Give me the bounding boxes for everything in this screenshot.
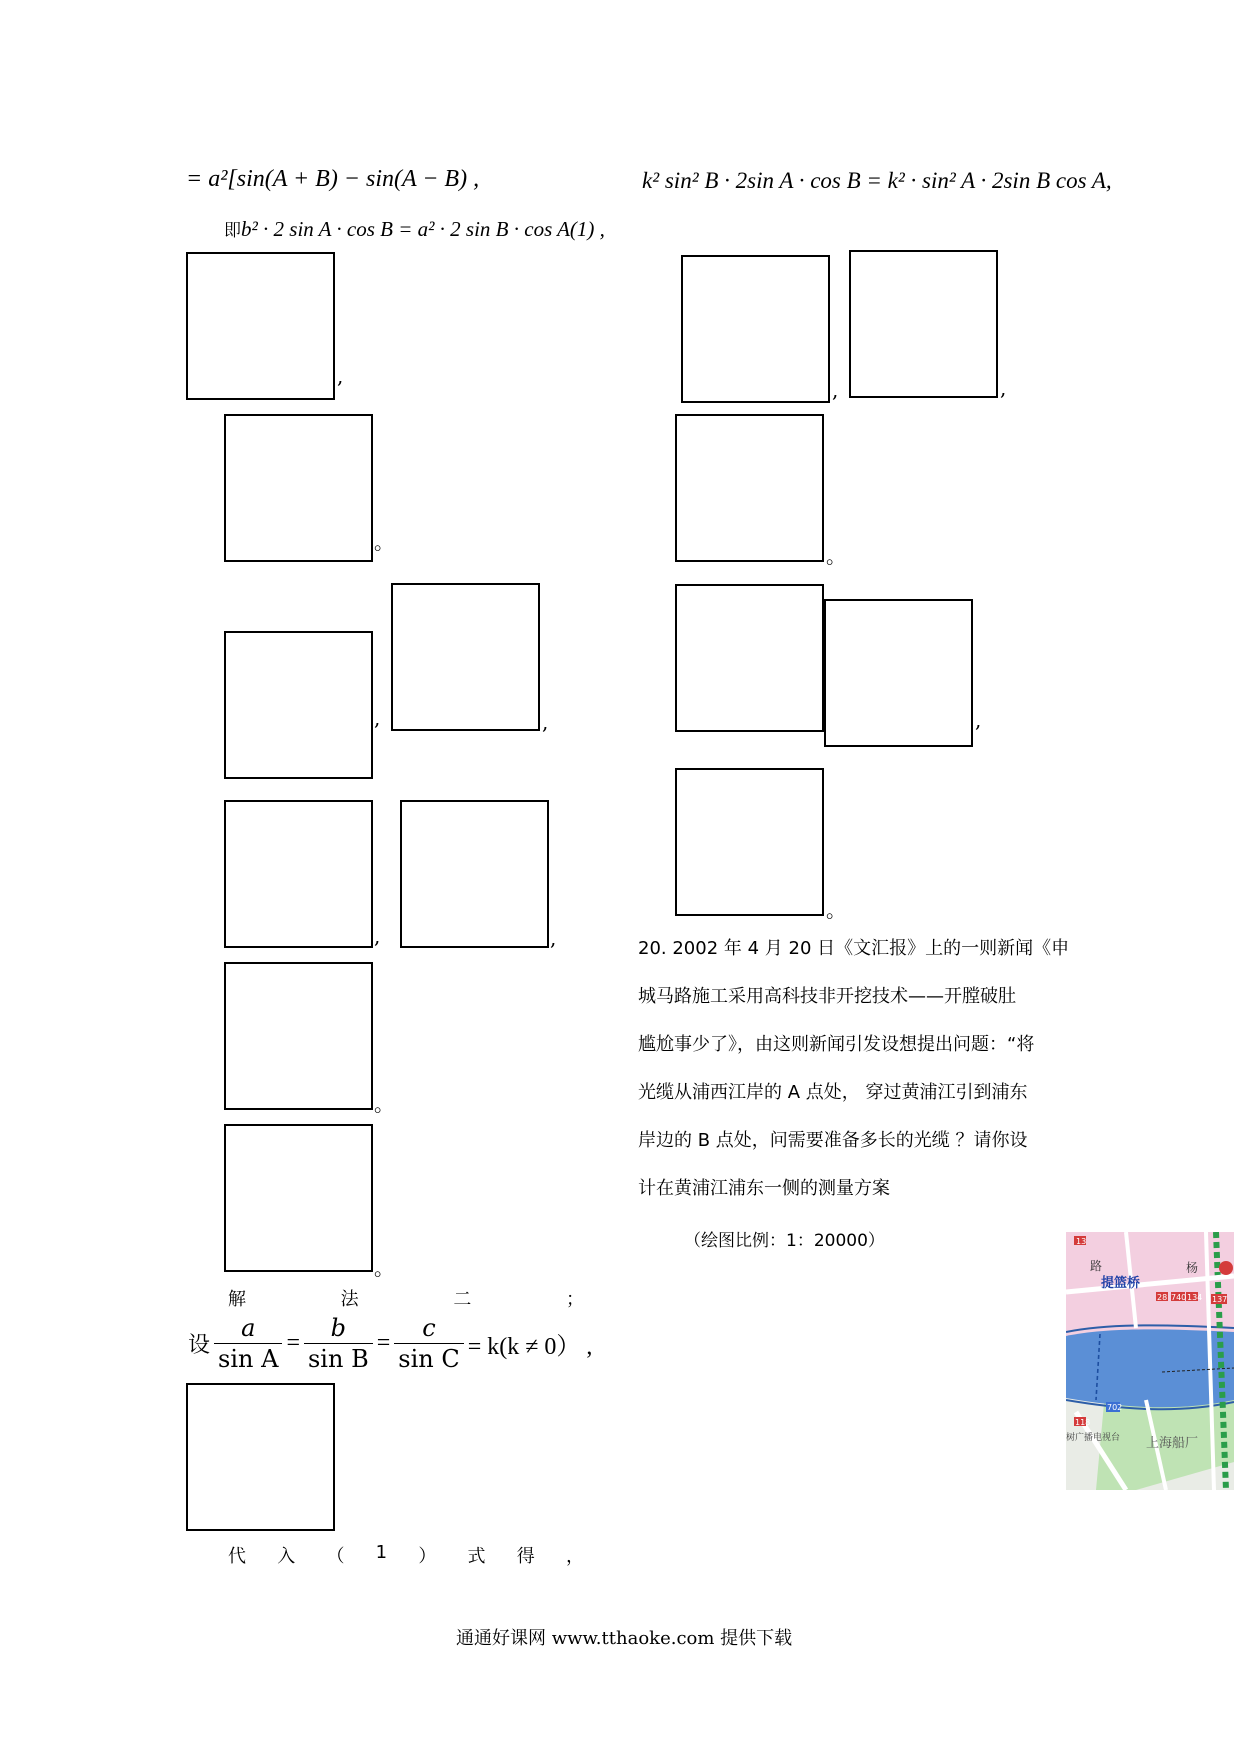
svg-text:118: 118 [1075, 1418, 1091, 1427]
svg-text:740: 740 [1171, 1293, 1187, 1302]
problem-line: 光缆从浦西江岸的 A 点处， 穿过黄浦江引到浦东 [638, 1082, 1028, 1103]
formula-image-placeholder [224, 800, 373, 948]
fraction-denominator: sin B [304, 1343, 373, 1373]
svg-text:13: 13 [1076, 1237, 1087, 1246]
svg-text:路: 路 [1090, 1259, 1103, 1273]
comma-mark: , [550, 926, 557, 950]
formula-image-placeholder [224, 414, 373, 562]
svg-text:提篮桥: 提篮桥 [1101, 1276, 1141, 1291]
fraction-numerator: a [241, 1314, 256, 1342]
comma-mark: , [975, 708, 982, 732]
equation-line-1: = a²[sin(A + B) − sin(A − B) , [186, 166, 480, 192]
period-mark: 。 [374, 1092, 394, 1116]
formula-image-placeholder [849, 250, 998, 398]
formula-image-placeholder [824, 599, 973, 747]
heading-char: 法 [340, 1289, 359, 1310]
fraction-c [394, 1314, 463, 1373]
substitute-char: 1 [375, 1542, 388, 1563]
problem-line: 20. 2002 年 4 月 20 日《文汇报》上的一则新闻《申 [638, 938, 1070, 959]
comma-mark: , [832, 378, 839, 402]
svg-text:上海船厂: 上海船厂 [1146, 1436, 1199, 1451]
map-graphic [1066, 1232, 1234, 1490]
formula-image-placeholder [675, 414, 824, 562]
svg-text:28: 28 [1157, 1293, 1168, 1302]
substitute-char: 式 [467, 1546, 486, 1567]
period-mark: 。 [826, 898, 846, 922]
substitute-line [228, 1542, 584, 1568]
line-2-formula: b² · 2 sin A · cos B = a² · 2 sin B · cos A(1) , [241, 217, 605, 241]
substitute-char: （ [326, 1546, 345, 1567]
fraction-b [304, 1314, 373, 1373]
river-map-image [1066, 1232, 1234, 1490]
comma-mark: , [337, 364, 344, 388]
heading-char: 解 [228, 1289, 246, 1310]
substitute-char: 代 [228, 1546, 246, 1567]
problem-line: 城马路施工采用高科技非开挖技术——开膛破肚 [638, 986, 1016, 1007]
formula-image-placeholder [675, 584, 824, 732]
comma-mark: , [374, 924, 381, 948]
set-prefix: 设 [188, 1333, 211, 1358]
equals-sign: = [376, 1330, 391, 1356]
formula-image-placeholder [391, 583, 540, 731]
ratio-equation [188, 1314, 592, 1373]
equals-sign: = [286, 1330, 300, 1356]
formula-image-placeholder [186, 252, 335, 400]
heading-char: 二 [453, 1289, 472, 1310]
equation-line-2 [224, 216, 605, 242]
svg-text:137: 137 [1212, 1295, 1228, 1304]
problem-line: 岸边的 B 点处，问需要准备多长的光缆 ？请你设 [638, 1130, 1028, 1151]
fraction-a [214, 1314, 282, 1373]
formula-image-placeholder [224, 1124, 373, 1272]
problem-line: 尴尬事少了》，由这则新闻引发设想提出问题：“将 [638, 1034, 1035, 1055]
problem-line: 计在黄浦江浦东一侧的测量方案 [638, 1178, 890, 1199]
fraction-denominator: sin A [214, 1343, 282, 1373]
fraction-denominator: sin C [394, 1343, 463, 1373]
formula-image-placeholder [400, 800, 549, 948]
comma-mark: , [542, 710, 549, 734]
substitute-char: 入 [277, 1546, 296, 1567]
substitute-char: ） [418, 1546, 437, 1567]
substitute-char: 得 [516, 1546, 535, 1567]
svg-text:杨: 杨 [1186, 1261, 1199, 1275]
drawing-scale-note: （绘图比例：1：20000） [684, 1231, 885, 1251]
period-mark: 。 [826, 544, 846, 568]
fraction-numerator: c [422, 1314, 436, 1342]
formula-image-placeholder [224, 631, 373, 779]
svg-text:树广播电视台: 树广播电视台 [1066, 1433, 1121, 1443]
method-two-heading [228, 1285, 584, 1311]
comma-mark: , [374, 706, 381, 730]
svg-text:702: 702 [1107, 1403, 1123, 1412]
substitute-char: ， [565, 1546, 584, 1567]
line-2-prefix: 即 [224, 221, 241, 241]
formula-image-placeholder [224, 962, 373, 1110]
ratio-tail: = k(k ≠ 0） , [467, 1334, 593, 1360]
period-mark: 。 [374, 1256, 394, 1280]
page-footer: 通通好课网 www.tthaoke.com 提供下载 [456, 1628, 793, 1649]
fraction-numerator: b [330, 1314, 347, 1342]
right-equation-line-1: k² sin² B · 2sin A · cos B = k² · sin² A · 2sin B cos A, [642, 168, 1112, 193]
heading-char: ； [565, 1289, 584, 1310]
svg-text:134: 134 [1187, 1293, 1203, 1302]
formula-image-placeholder [186, 1383, 335, 1531]
formula-image-placeholder [681, 255, 830, 403]
period-mark: 。 [374, 530, 394, 554]
problem-20-text [638, 925, 1070, 1213]
comma-mark: , [1000, 376, 1007, 400]
formula-image-placeholder [675, 768, 824, 916]
